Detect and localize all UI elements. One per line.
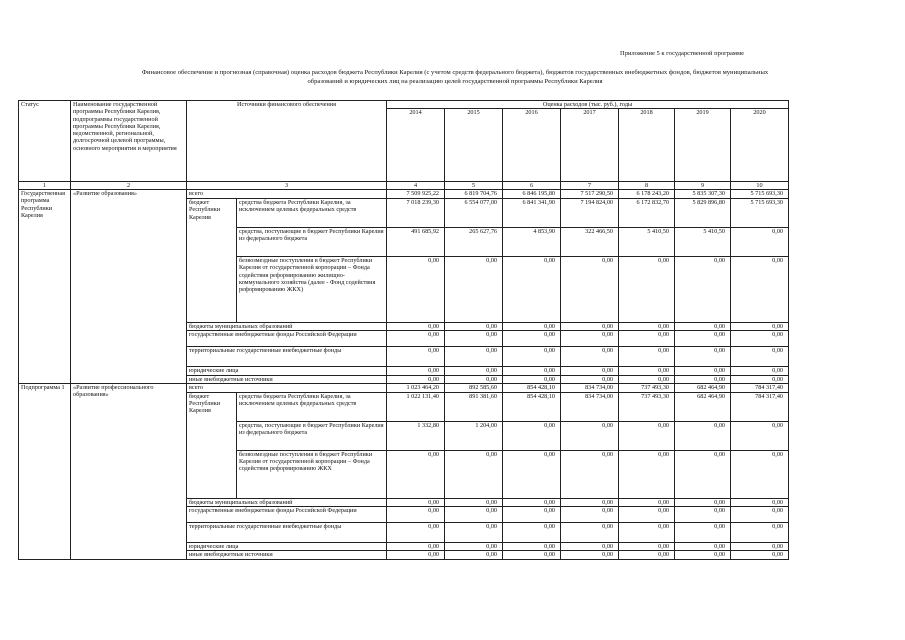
source-label-cell: государственные внебюджетные фонды Российской Федерации [187,331,387,347]
value-cell: 0,00 [619,331,675,347]
value-cell: 0,00 [675,367,731,375]
column-number-row [19,182,789,190]
status-cell: Подпрограмма 1 [19,383,71,559]
value-cell: 737 493,30 [619,383,675,392]
value-cell: 5 835 307,30 [675,190,731,199]
value-cell: 0,00 [387,257,445,323]
value-cell: 0,00 [619,257,675,323]
value-cell: 0,00 [561,257,619,323]
value-cell: 0,00 [731,498,789,506]
value-cell: 0,00 [387,347,445,367]
value-cell: 0,00 [731,507,789,523]
value-cell: 0,00 [445,331,503,347]
value-cell: 0,00 [675,551,731,559]
value-cell: 892 585,60 [445,383,503,392]
value-cell: 0,00 [619,450,675,498]
value-cell: 0,00 [445,375,503,383]
header-status: Статус [19,101,71,182]
value-cell: 0,00 [445,507,503,523]
source-label-cell: территориальные государственные внебюджетные фонды [187,347,387,367]
value-cell: 5 715 693,30 [731,199,789,228]
column-number: 2 [71,182,187,190]
year-cell: 2018 [619,109,675,182]
value-cell: 0,00 [619,498,675,506]
value-cell: 1 023 464,20 [387,383,445,392]
value-cell: 0,00 [445,367,503,375]
value-cell: 834 734,00 [561,383,619,392]
value-cell: 6 819 704,76 [445,190,503,199]
value-cell: 5 410,50 [675,228,731,257]
value-cell: 0,00 [503,257,561,323]
value-cell: 6 554 077,00 [445,199,503,228]
value-cell: 0,00 [561,551,619,559]
value-cell: 0,00 [619,367,675,375]
value-cell: 0,00 [731,375,789,383]
value-cell: 0,00 [387,450,445,498]
value-cell: 0,00 [619,323,675,331]
value-cell: 0,00 [561,375,619,383]
value-cell: 0,00 [503,543,561,551]
column-number: 4 [387,182,445,190]
value-cell: 0,00 [387,543,445,551]
value-cell: 0,00 [561,507,619,523]
source-label-cell: всего [187,190,387,199]
column-number: 7 [561,182,619,190]
value-cell: 0,00 [387,507,445,523]
value-cell: 0,00 [503,507,561,523]
value-cell: 7 509 925,22 [387,190,445,199]
value-cell: 0,00 [445,543,503,551]
value-cell: 0,00 [445,257,503,323]
budget-label-cell: бюджет Республики Карелия [187,392,237,498]
value-cell: 854 428,10 [503,383,561,392]
value-cell: 5 829 896,80 [675,199,731,228]
value-cell: 265 627,76 [445,228,503,257]
value-cell: 0,00 [387,323,445,331]
value-cell: 0,00 [619,421,675,450]
program-name-cell: «Развитие профессионального образования» [71,383,187,559]
year-cell: 2016 [503,109,561,182]
value-cell: 7 517 290,50 [561,190,619,199]
value-cell: 891 381,60 [445,392,503,421]
source-label-cell: средства, поступающие в бюджет Республики Карелия из федерального бюджета [237,228,387,257]
value-cell: 491 685,92 [387,228,445,257]
value-cell: 854 428,10 [503,392,561,421]
value-cell: 5 410,50 [619,228,675,257]
source-label-cell: безвозмездные поступления в бюджет Республики Карелия от государственной корпорации – Фонда содействия реформированию жилищно-коммунального хозяйства (далее - Фонд содействия реформированию ЖКХ) [237,257,387,323]
value-cell: 0,00 [731,228,789,257]
source-label-cell: всего [187,383,387,392]
source-label-cell: юридические лица [187,543,387,551]
source-label-cell: иные внебюджетные источники [187,551,387,559]
title-line-1: Финансовое обеспечение и прогнозная (справочная) оценка расходов бюджета Республики Карелия (с учетом средств федерального бюджета), бюджетов государственных внебюджетных фондов, бюджетов муниципальных [141,69,769,76]
source-label-cell: средства, поступающие в бюджет Республики Карелия из федерального бюджета [237,421,387,450]
value-cell: 0,00 [387,498,445,506]
table-row [19,383,789,392]
column-number: 8 [619,182,675,190]
value-cell: 0,00 [503,551,561,559]
value-cell: 0,00 [503,450,561,498]
value-cell: 4 853,90 [503,228,561,257]
value-cell: 322 466,50 [561,228,619,257]
value-cell: 6 846 195,80 [503,190,561,199]
value-cell: 0,00 [445,323,503,331]
value-cell: 0,00 [619,543,675,551]
value-cell: 0,00 [503,523,561,543]
budget-label-cell: бюджет Республики Карелия [187,199,237,323]
value-cell: 784 317,40 [731,392,789,421]
value-cell: 737 493,30 [619,392,675,421]
value-cell: 0,00 [675,498,731,506]
appendix-caption: Приложение 5 к государственной программе [620,50,745,57]
value-cell: 0,00 [675,421,731,450]
value-cell: 0,00 [503,347,561,367]
value-cell: 1 022 131,40 [387,392,445,421]
value-cell: 0,00 [387,375,445,383]
financing-table [18,100,789,560]
value-cell: 0,00 [731,347,789,367]
value-cell: 0,00 [445,347,503,367]
year-cell: 2015 [445,109,503,182]
value-cell: 0,00 [503,331,561,347]
value-cell: 0,00 [445,551,503,559]
value-cell: 1 204,00 [445,421,503,450]
source-label-cell: иные внебюджетные источники [187,375,387,383]
value-cell: 0,00 [675,375,731,383]
table-row [19,190,789,199]
value-cell: 0,00 [445,523,503,543]
header-name: Наименование государственной программы Республики Карелия, подпрограммы государственной программы Республики Карелия, ведомственной, региональной, долгосрочной целевой программы, основного мероприятия и мероприятия [71,101,187,182]
source-label-cell: безвозмездные поступления в бюджет Республики Карелия от государственной корпорации – Фонда содействия реформированию ЖКХ [237,450,387,498]
value-cell: 0,00 [503,498,561,506]
value-cell: 0,00 [675,347,731,367]
value-cell: 0,00 [619,551,675,559]
value-cell: 6 178 243,20 [619,190,675,199]
value-cell: 0,00 [675,543,731,551]
year-cell: 2020 [731,109,789,182]
value-cell: 0,00 [731,323,789,331]
header-row [19,101,789,109]
value-cell: 0,00 [561,450,619,498]
value-cell: 0,00 [675,331,731,347]
value-cell: 0,00 [503,323,561,331]
source-label-cell: бюджеты муниципальных образований [187,323,387,331]
value-cell: 0,00 [731,331,789,347]
year-cell: 2014 [387,109,445,182]
column-number: 5 [445,182,503,190]
source-label-cell: средства бюджета Республики Карелия, за исключением целевых федеральных средств [237,199,387,228]
value-cell: 0,00 [731,450,789,498]
column-number: 1 [19,182,71,190]
header-sources: Источники финансового обеспечения [187,101,387,182]
header-estimate: Оценка расходов (тыс. руб.), годы [387,101,789,109]
value-cell: 0,00 [731,543,789,551]
value-cell: 0,00 [387,523,445,543]
value-cell: 0,00 [675,507,731,523]
value-cell: 0,00 [387,551,445,559]
year-cell: 2019 [675,109,731,182]
title-line-2: образований и юридических лиц на реализацию целей государственной программы Республики Карелия [307,78,603,85]
value-cell: 0,00 [561,323,619,331]
value-cell: 0,00 [387,367,445,375]
value-cell: 682 464,90 [675,392,731,421]
value-cell: 0,00 [561,543,619,551]
value-cell: 5 715 693,30 [731,190,789,199]
value-cell: 0,00 [561,421,619,450]
value-cell: 0,00 [619,523,675,543]
value-cell: 0,00 [731,257,789,323]
value-cell: 0,00 [731,523,789,543]
value-cell: 0,00 [503,375,561,383]
value-cell: 6 841 341,90 [503,199,561,228]
value-cell: 7 194 824,00 [561,199,619,228]
value-cell: 1 332,80 [387,421,445,450]
year-cell: 2017 [561,109,619,182]
value-cell: 0,00 [675,257,731,323]
source-label-cell: средства бюджета Республики Карелия, за исключением целевых федеральных средств [237,392,387,421]
value-cell: 0,00 [731,551,789,559]
value-cell: 682 464,90 [675,383,731,392]
value-cell: 0,00 [675,450,731,498]
value-cell: 0,00 [731,367,789,375]
source-label-cell: территориальные государственные внебюджетные фонды [187,523,387,543]
column-number: 10 [731,182,789,190]
source-label-cell: бюджеты муниципальных образований [187,498,387,506]
value-cell: 0,00 [619,347,675,367]
value-cell: 7 018 239,30 [387,199,445,228]
value-cell: 784 317,40 [731,383,789,392]
value-cell: 0,00 [561,331,619,347]
value-cell: 0,00 [619,507,675,523]
value-cell: 0,00 [619,375,675,383]
document-title [20,68,890,86]
column-number: 6 [503,182,561,190]
value-cell: 0,00 [561,367,619,375]
value-cell: 0,00 [561,498,619,506]
column-number: 3 [187,182,387,190]
value-cell: 0,00 [675,523,731,543]
value-cell: 0,00 [445,450,503,498]
value-cell: 0,00 [675,323,731,331]
value-cell: 0,00 [731,421,789,450]
value-cell: 834 734,00 [561,392,619,421]
source-label-cell: государственные внебюджетные фонды Российской Федерации [187,507,387,523]
value-cell: 6 172 832,70 [619,199,675,228]
value-cell: 0,00 [387,331,445,347]
source-label-cell: юридические лица [187,367,387,375]
value-cell: 0,00 [503,421,561,450]
program-name-cell: «Развитие образования» [71,190,187,384]
value-cell: 0,00 [445,498,503,506]
value-cell: 0,00 [503,367,561,375]
value-cell: 0,00 [561,347,619,367]
status-cell: Государственная программа Республики Карелия [19,190,71,384]
value-cell: 0,00 [561,523,619,543]
column-number: 9 [675,182,731,190]
